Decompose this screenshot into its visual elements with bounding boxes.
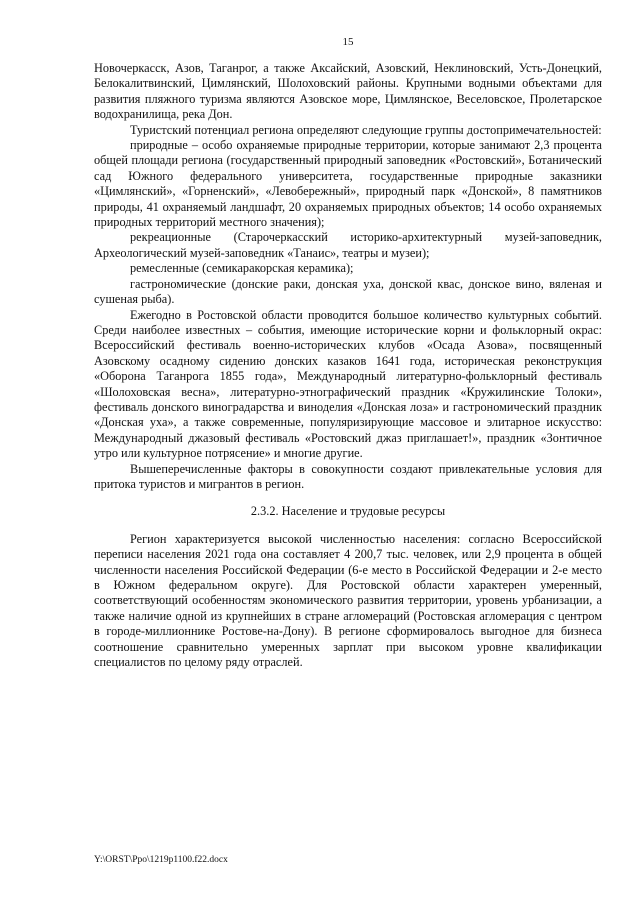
file-path-footer: Y:\ORST\Ppo\1219p1100.f22.docx <box>94 855 228 865</box>
paragraph: Вышеперечисленные факторы в совокупности создают привлекательные условия для притока туристов и мигрантов в регион. <box>94 461 602 491</box>
paragraph: Новочеркасск, Азов, Таганрог, а также Аксайский, Азовский, Неклиновский, Усть-Донецкий, Белокалитвинский, Цимлянский, Шолоховский районы. Крупными водными объектами для развития пляжного туризма являются Азовское море, Цимлянское, Веселовское, Пролетарское водохранилища, река Дон. <box>94 61 602 122</box>
paragraph: природные – особо охраняемые природные территории, которые занимают 2,3 процента общей площади региона (государственный природный заповедник «Ростовский», Ботанический сад Южного федерального университета, государственные природные заказники «Цимлянский», «Горненский», «Левобережный», природный парк «Донской», 8 памятников природы, 41 охраняемый ландшафт, 20 охраняемых природных объектов; 14 особо охраняемых природных территорий местного значения); <box>94 138 602 230</box>
paragraph: рекреационные (Старочеркасский историко-архитектурный музей-заповедник, Археологический музей-заповедник «Танаис», театры и музеи); <box>94 230 602 260</box>
body-after-heading <box>94 532 602 671</box>
paragraph: Туристский потенциал региона определяют следующие группы достопримечательностей: <box>130 122 602 137</box>
body-before-heading <box>94 61 602 492</box>
section-heading: 2.3.2. Население и трудовые ресурсы <box>250 504 446 519</box>
paragraph: Ежегодно в Ростовской области проводится большое количество культурных событий. Среди наиболее известных – события, имеющие исторические корни и фольклорный окрас: Всероссийский фестиваль военно-исторических клубов «Осада Азова», посвященный Азовскому осадному сидению донских казаков 1641 года, историческая реконструкция «Оборона Таганрога 1855 года», Международный литературно-фольклорный фестиваль «Шолоховская весна», литературно-этнографический праздник «Кружилинские Толоки», фестиваль донского виноградарства и виноделия «Донская лоза» и гастрономический праздник «Донская уха», а также современные, популяризирующие массовое и элитарное искусство: Международный джазовый фестиваль «Ростовский джаз приглашает!», праздник «Зонтичное утро или культурное потрясение» и многие другие. <box>94 307 602 461</box>
page-number: 15 <box>342 36 354 48</box>
paragraph: гастрономические (донские раки, донская уха, донской квас, донское вино, вяленая и сушеная рыба). <box>94 276 602 307</box>
paragraph: Регион характеризуется высокой численностью населения: согласно Всероссийской переписи населения 2021 года она составляет 4 200,7 тыс. человек, или 2,9 процента в общей численности населения Российской Федерации (6-е место в Российской Федерации и 2-е место в Южном федеральном округе). Для Ростовской области характерен умеренный, соответствующий особенностям экономического развития территории, уровень урбанизации, а также наличие одной из крупнейших в стране агломераций (Ростовская агломерация с центром в городе-миллионнике Ростове-на-Дону). В регионе сформировалось выгодное для бизнеса соотношение сравнительно умеренных зарплат при высоком уровне квалификации специалистов по целому ряду отраслей. <box>94 531 602 670</box>
paragraph: ремесленные (семикаракорская керамика); <box>130 261 354 276</box>
